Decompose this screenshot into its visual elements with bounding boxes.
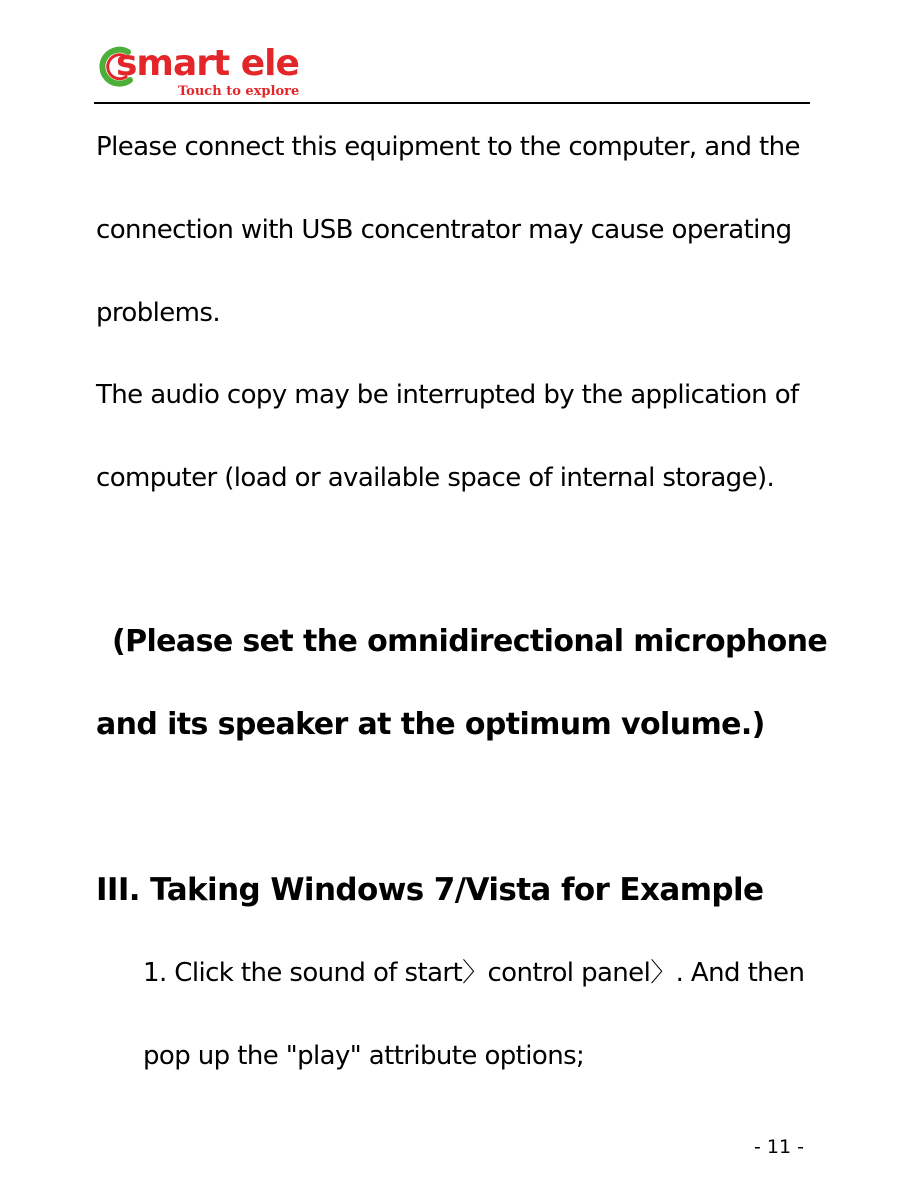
step-1: [143, 932, 863, 1098]
paragraph-usb-warning: [96, 106, 816, 355]
logo-wordmark: smart ele: [116, 43, 299, 84]
text-line: computer (load or available space of internal storage).: [96, 463, 775, 493]
header-divider: [94, 102, 810, 104]
page-header: [94, 36, 810, 104]
section-heading: III. Taking Windows 7/Vista for Example: [96, 872, 764, 908]
brand-logo: [98, 40, 328, 100]
paragraph-audio-copy: [96, 354, 816, 520]
text-line: Please connect this equipment to the computer, and the: [96, 132, 800, 162]
text-line: 1. Click the sound of start〉control panel〉. And then: [143, 958, 805, 988]
page-number: - 11 -: [754, 1136, 804, 1158]
text-line: The audio copy may be interrupted by the application of: [96, 380, 799, 410]
text-line: (Please set the omnidirectional microphone: [112, 624, 828, 659]
volume-note: [96, 600, 828, 766]
text-line: problems.: [96, 298, 220, 328]
text-line: and its speaker at the optimum volume.): [96, 707, 765, 742]
text-line: connection with USB concentrator may cause operating: [96, 215, 792, 245]
text-line: pop up the "play" attribute options;: [143, 1041, 585, 1071]
logo-tagline: Touch to explore: [178, 84, 300, 99]
